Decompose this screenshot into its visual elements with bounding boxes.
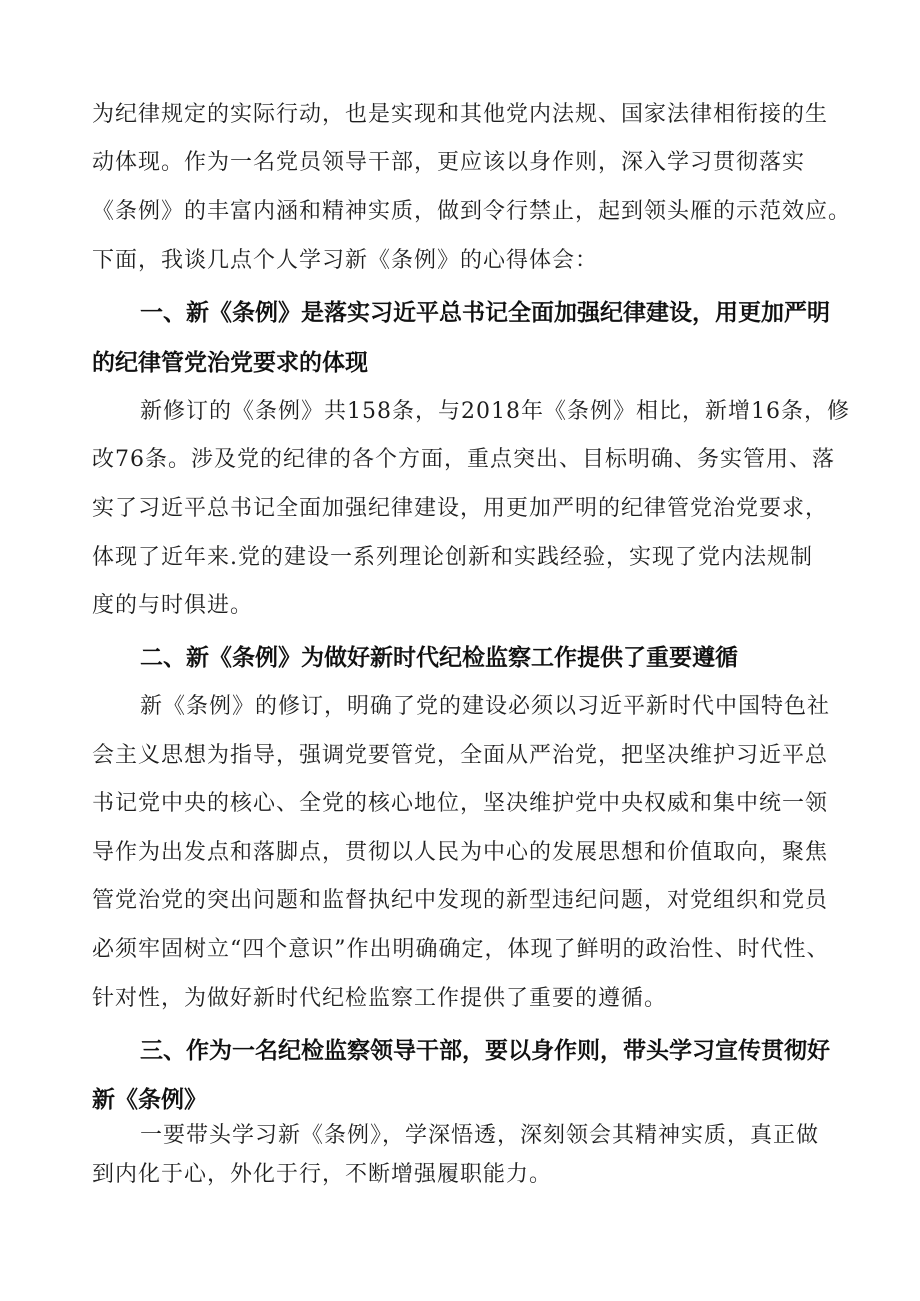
body-line: 到内化于心，外化于行，不断增强履职能力。 [92,1162,553,1187]
body-line: 管党治党的突出问题和监督执纪中发现的新型违纪问题，对党组织和党员 [92,888,829,913]
body-line: 一要带头学习新《条例》，学深悟透，深刻领会其精神实质，真正做 [140,1123,820,1148]
body-line: 体现了近年来.党的建设一系列理论创新和实践经验，实现了党内法规制 [92,545,813,570]
body-line: 新《条例》的修订，明确了党的建设必须以习近平新时代中国特色社 [140,694,831,719]
body-line: 动体现。作为一名党员领导干部，更应该以身作则，深入学习贯彻落实 [92,150,806,175]
body-line: 改76条。涉及党的纪律的各个方面，重点突出、目标明确、务实管用、落 [92,447,835,472]
body-line: 导作为出发点和落脚点，贯彻以人民为中心的发展思想和价值取向，聚焦 [92,840,829,865]
body-line: 为纪律规定的实际行动，也是实现和其他党内法规、国家法律相衔接的生 [92,102,829,127]
section-heading-3-cont: 新《条例》 [92,1087,207,1113]
body-line: 《条例》的丰富内涵和精神实质，做到令行禁止，起到领头雁的示范效应。 [92,199,852,224]
body-line: 新修订的《条例》共158条，与2018年《条例》相比，新增16条，修 [140,399,850,424]
body-line: 会主义思想为指导，强调党要管党，全面从严治党，把坚决维护习近平总 [92,743,829,768]
section-heading-2: 二、新《条例》为做好新时代纪检监察工作提供了重要遵循 [140,645,738,671]
body-line: 下面，我谈几点个人学习新《条例》的心得体会： [92,248,599,273]
body-line: 实了习近平总书记全面加强纪律建设，用更加严明的纪律管党治党要求， [92,496,829,521]
body-line: 必须牢固树立“四个意识”作出明确确定，体现了鲜明的政治性、时代性、 [92,937,830,962]
section-heading-3: 三、作为一名纪检监察领导干部，要以身作则，带头学习宣传贯彻好 [140,1038,830,1064]
section-heading-1: 一、新《条例》是落实习近平总书记全面加强纪律建设，用更加严明 [140,300,830,326]
body-line: 度的与时俱进。 [92,593,254,618]
body-line: 书记党中央的核心、全党的核心地位，坚决维护党中央权威和集中统一领 [92,791,829,816]
body-line: 针对性，为做好新时代纪检监察工作提供了重要的遵循。 [92,986,668,1011]
section-heading-1-cont: 的纪律管党治党要求的体现 [92,350,368,376]
